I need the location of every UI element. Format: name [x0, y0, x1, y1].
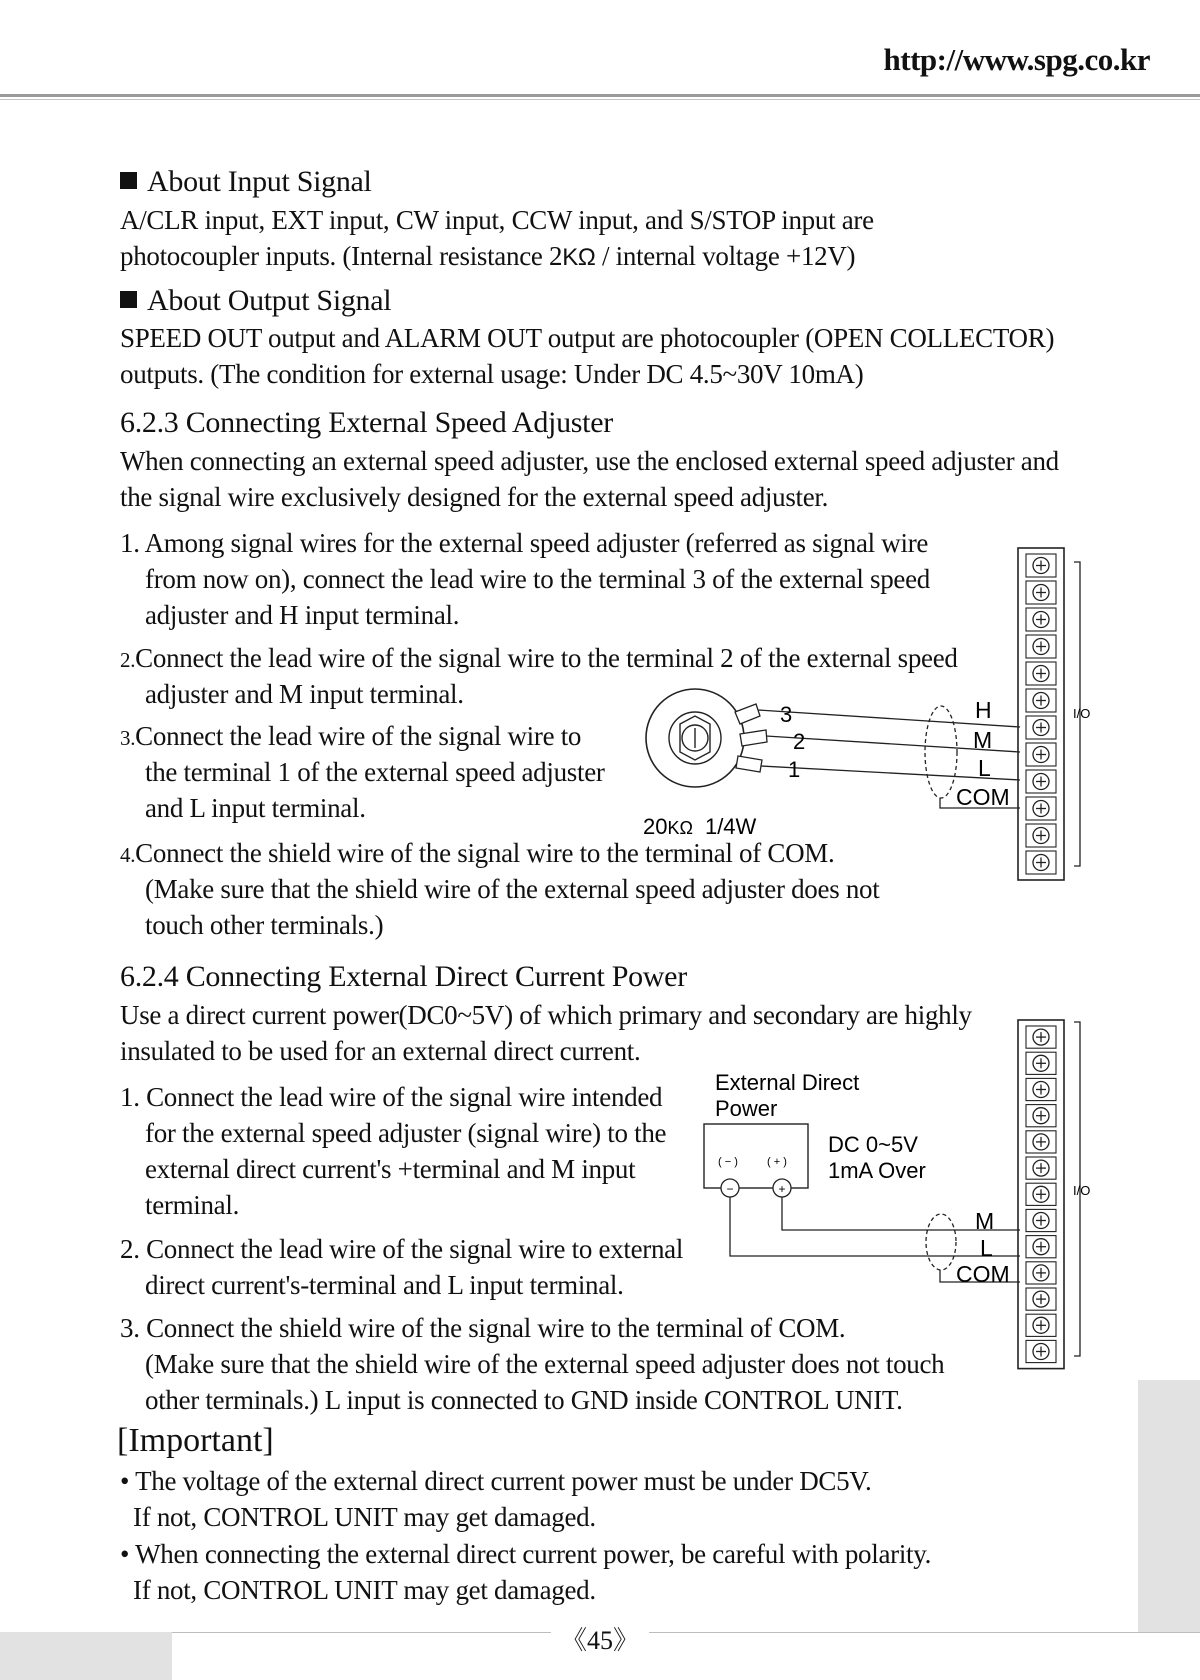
section-623-heading: 6.2.3 Connecting External Speed Adjuster	[120, 406, 613, 439]
io-label: I/O	[1073, 706, 1091, 721]
output-signal-heading: About Output Signal	[120, 282, 391, 320]
screw-icon	[1033, 1160, 1049, 1176]
input-signal-line2: photocoupler inputs. (Internal resistance 2KΩ / internal voltage +12V)	[120, 241, 856, 271]
step-624-3-line2: (Make sure that the shield wire of the external speed adjuster does not touch	[145, 1349, 945, 1379]
important-bullet2-line2: If not, CONTROL UNIT may get damaged.	[133, 1575, 596, 1605]
screw-icon	[1033, 693, 1049, 709]
dc-power-diagram	[704, 1020, 1090, 1369]
step-623-3-line1: 3.Connect the lead wire of the signal wire to	[120, 721, 582, 751]
terminal-h-label: H	[975, 697, 992, 723]
step-624-1-line3: external direct current's +terminal and M input	[145, 1154, 636, 1184]
minus-sign: −	[726, 1182, 734, 1196]
step-623-4-line3: touch other terminals.)	[145, 910, 384, 940]
step-624-3-line3: other terminals.) L input is connected to GND inside CONTROL UNIT.	[145, 1385, 903, 1415]
terminal-l-label: L	[978, 755, 991, 781]
screw-icon	[1033, 1108, 1049, 1124]
screw-icon	[1033, 1317, 1049, 1333]
pin-1-label: 1	[788, 757, 801, 782]
step-624-1-line4: terminal.	[145, 1190, 240, 1220]
screw-icon	[1033, 774, 1049, 790]
output-signal-line1: SPEED OUT output and ALARM OUT output are photocoupler (OPEN COLLECTOR)	[120, 323, 1055, 353]
input-signal-heading: About Input Signal	[120, 163, 372, 201]
screw-icon	[1033, 1239, 1049, 1255]
screw-icon	[1033, 747, 1049, 763]
screw-icon	[1033, 1134, 1049, 1150]
screw-icon	[1033, 585, 1049, 601]
step-623-1-line2: from now on), connect the lead wire to the terminal 3 of the external speed	[145, 564, 930, 594]
dc-spec-line1: DC 0~5V	[828, 1132, 918, 1157]
step-623-4-line1: 4.Connect the shield wire of the signal wire to the terminal of COM.	[120, 838, 835, 868]
step-623-2-line1: 2.Connect the lead wire of the signal wire to the terminal 2 of the external speed	[120, 643, 958, 673]
important-bullet1-line1: • The voltage of the external direct current power must be under DC5V.	[120, 1466, 872, 1496]
terminal-block-1	[1018, 548, 1064, 880]
terminal-l-label: L	[980, 1235, 993, 1261]
screw-icon	[1033, 828, 1049, 844]
terminal-com-label: COM	[956, 1261, 1010, 1287]
screw-icon	[1033, 558, 1049, 574]
pin-2-label: 2	[793, 729, 806, 754]
potentiometer-icon	[646, 689, 767, 787]
step-624-3-line1: 3. Connect the shield wire of the signal wire to the terminal of COM.	[120, 1313, 846, 1343]
step-624-2-line1: 2. Connect the lead wire of the signal wire to external	[120, 1234, 684, 1264]
step-624-1-line2: for the external speed adjuster (signal wire) to the	[145, 1118, 667, 1148]
section-624-heading: 6.2.4 Connecting External Direct Current Power	[120, 960, 687, 993]
step-623-3-line3: and L input terminal.	[145, 793, 366, 823]
screw-icon	[1033, 1029, 1049, 1045]
screw-icon	[1033, 801, 1049, 817]
dc-spec-line2: 1mA Over	[828, 1158, 926, 1183]
speed-adjuster-diagram	[643, 548, 1090, 880]
shield-ellipse	[925, 706, 957, 798]
terminal-m-label: M	[973, 727, 993, 753]
screw-icon	[1033, 1186, 1049, 1202]
screw-icon	[1033, 1082, 1049, 1098]
plus-paren-label: ( + )	[767, 1156, 787, 1168]
screw-icon	[1033, 1213, 1049, 1229]
shield-ellipse	[926, 1214, 956, 1270]
screw-icon	[1033, 720, 1049, 736]
section-624-intro1: Use a direct current power(DC0~5V) of which primary and secondary are highly	[120, 1000, 972, 1030]
screw-icon	[1033, 855, 1049, 871]
step-623-1-line3: adjuster and H input terminal.	[145, 600, 460, 630]
pin-3-label: 3	[780, 702, 793, 727]
step-623-4-line2: (Make sure that the shield wire of the external speed adjuster does not	[145, 874, 880, 904]
output-signal-line2: outputs. (The condition for external usage: Under DC 4.5~30V 10mA)	[120, 359, 864, 389]
header-url: http://www.spg.co.kr	[883, 42, 1150, 77]
screw-icon	[1033, 1291, 1049, 1307]
pot-rating-label: 20KΩ 1/4W	[643, 814, 757, 839]
terminal-com-label: COM	[956, 784, 1010, 810]
terminal-m-label: M	[975, 1208, 995, 1234]
screw-icon	[1033, 1265, 1049, 1281]
important-bullet1-line2: If not, CONTROL UNIT may get damaged.	[133, 1502, 596, 1532]
io-label: I/O	[1073, 1183, 1091, 1198]
step-623-3-line2: the terminal 1 of the external speed adjuster	[145, 757, 605, 787]
section-623-intro2: the signal wire exclusively designed for the external speed adjuster.	[120, 482, 829, 512]
terminal-block-2	[1018, 1020, 1064, 1369]
dc-title-line2: Power	[715, 1096, 778, 1121]
important-bullet2-line1: • When connecting the external direct current power, be careful with polarity.	[120, 1539, 932, 1569]
minus-paren-label: ( − )	[718, 1156, 738, 1168]
screw-icon	[1033, 1344, 1049, 1360]
plus-sign: +	[778, 1182, 786, 1196]
screw-icon	[1033, 639, 1049, 655]
section-624-intro2: insulated to be used for an external direct current.	[120, 1036, 641, 1066]
page-number: 《45》	[0, 1620, 1200, 1657]
screw-icon	[1033, 612, 1049, 628]
input-signal-line1: A/CLR input, EXT input, CW input, CCW input, and S/STOP input are	[120, 205, 874, 235]
step-623-1-line1: 1. Among signal wires for the external speed adjuster (referred as signal wire	[120, 528, 929, 558]
step-624-2-line2: direct current's-terminal and L input terminal.	[145, 1270, 624, 1300]
dc-title-line1: External Direct	[715, 1070, 860, 1095]
step-624-1-line1: 1. Connect the lead wire of the signal wire intended	[120, 1082, 663, 1112]
screw-icon	[1033, 1055, 1049, 1071]
important-heading: [Important]	[117, 1422, 274, 1459]
step-623-2-line2: adjuster and M input terminal.	[145, 679, 464, 709]
section-623-intro1: When connecting an external speed adjuster, use the enclosed external speed adjuster and	[120, 446, 1059, 476]
screw-icon	[1033, 666, 1049, 682]
